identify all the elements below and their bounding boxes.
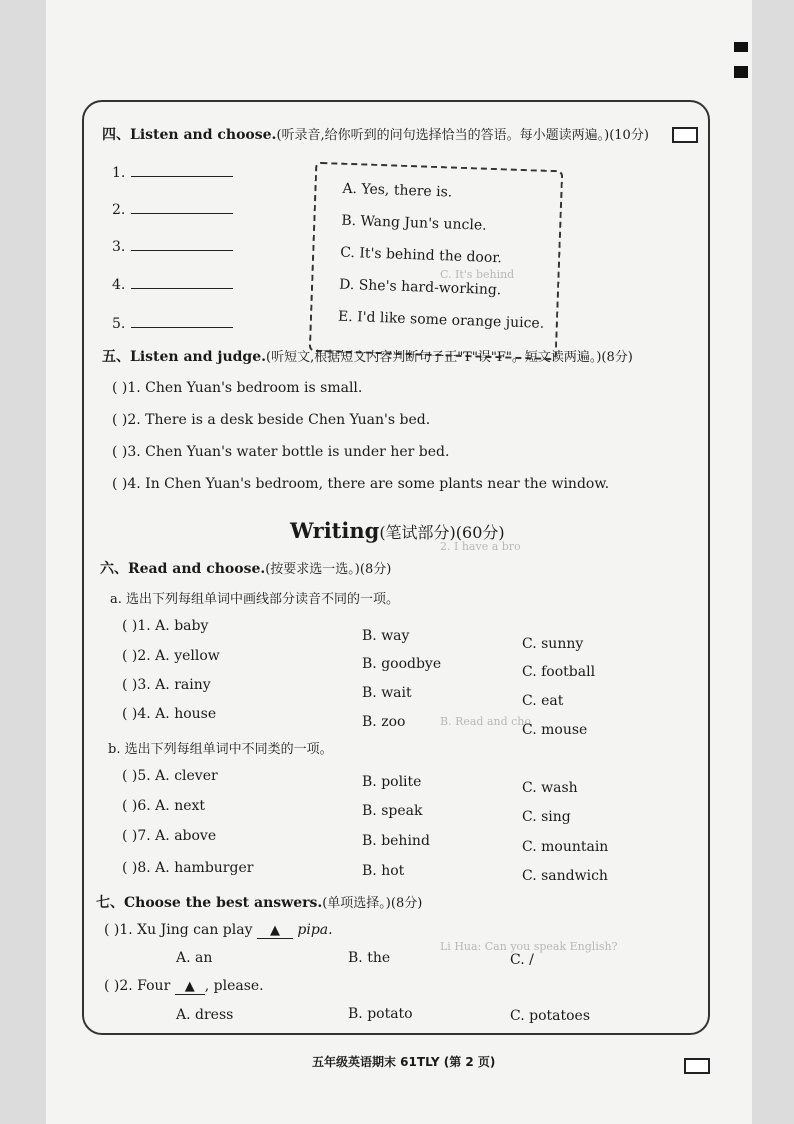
choice-option: B. hot [362, 863, 405, 879]
choice-question[interactable]: ( )1. A. baby [122, 618, 209, 634]
choice-question[interactable]: ( )6. A. next [122, 798, 206, 814]
option-c: C. It's behind the door. [339, 244, 503, 267]
answer-line[interactable] [131, 274, 233, 289]
section-5-instruction: (听短文,根据短文内容判断句子正"T"误"F"。短文读两遍。)(8分) [266, 350, 633, 365]
option-b: B. Wang Jun's uncle. [341, 212, 487, 234]
part-a-instruction: a. 选出下列每组单词中画线部分读音不同的一项。 [110, 592, 400, 607]
scan-mark [734, 42, 748, 52]
choice-question[interactable]: ( )5. A. clever [122, 768, 218, 784]
writing-heading [290, 518, 505, 543]
choice-option: B. way [362, 628, 410, 644]
question-number: 2. [112, 202, 126, 218]
section-6-title: 六、Read and choose. [100, 561, 266, 577]
question-text-end: pipa. [297, 922, 333, 938]
choice-question[interactable]: ( )7. A. above [122, 828, 217, 844]
choice-option: C. sing [522, 809, 571, 825]
bleed-through-text: Li Hua: Can you speak English? [440, 940, 618, 953]
answer-line[interactable] [131, 162, 233, 177]
answer-blank-row[interactable] [112, 162, 233, 181]
choice-option: B. speak [362, 803, 423, 819]
mc-option: B. potato [348, 1006, 413, 1022]
section-6-heading [100, 558, 391, 578]
score-box [672, 127, 698, 143]
options-box [309, 162, 563, 361]
option-a: A. Yes, there is. [342, 180, 453, 201]
page-footer: 五年级英语期末 61TLY (第 2 页) [312, 1055, 496, 1069]
mc-question-1[interactable] [104, 922, 333, 939]
judge-item[interactable]: ( )3. Chen Yuan's water bottle is under her bed. [112, 444, 450, 460]
question-number: 5. [112, 316, 126, 332]
option-e: E. I'd like some orange juice. [337, 308, 545, 332]
judge-item[interactable]: ( )2. There is a desk beside Chen Yuan's bed. [112, 412, 431, 428]
answer-blank-row[interactable] [112, 199, 233, 218]
part-b-instruction: b. 选出下列每组单词中不同类的一项。 [108, 742, 333, 757]
blank-triangle-marker: ▲ [175, 979, 205, 995]
choice-question[interactable]: ( )3. A. rainy [122, 677, 211, 693]
answer-blank-row[interactable] [112, 313, 233, 332]
answer-line[interactable] [131, 313, 233, 328]
section-4-title: 四、Listen and choose. [102, 127, 277, 143]
bleed-through-text: 2. I have a bro [440, 540, 521, 553]
question-text: ( )1. Xu Jing can play [104, 922, 253, 938]
writing-subtitle: (笔试部分)(60分) [379, 523, 505, 542]
section-5-title: 五、Listen and judge. [102, 349, 266, 365]
scan-mark [734, 66, 748, 78]
choice-question[interactable]: ( )4. A. house [122, 706, 217, 722]
answer-line[interactable] [131, 199, 233, 214]
mc-option: A. an [176, 950, 213, 966]
blank-triangle-marker: ▲ [257, 923, 293, 939]
choice-option: B. zoo [362, 714, 406, 730]
option-d: D. She's hard-working. [338, 276, 502, 299]
section-4-heading [102, 124, 649, 144]
writing-title: Writing [290, 518, 380, 543]
choice-option: C. football [522, 664, 596, 680]
choice-option: B. wait [362, 685, 412, 701]
mc-option: B. the [348, 950, 391, 966]
answer-line[interactable] [131, 236, 233, 251]
judge-item[interactable]: ( )1. Chen Yuan's bedroom is small. [112, 380, 363, 396]
answer-blank-row[interactable] [112, 236, 233, 255]
bleed-through-text: C. It's behind [440, 268, 515, 281]
question-text: ( )2. Four [104, 978, 171, 994]
choice-question[interactable]: ( )2. A. yellow [122, 648, 220, 664]
mc-question-2[interactable] [104, 978, 264, 995]
question-number: 4. [112, 277, 126, 293]
mc-option: A. dress [176, 1007, 234, 1023]
choice-option: B. polite [362, 774, 422, 790]
score-box [684, 1058, 710, 1074]
question-number: 3. [112, 239, 126, 255]
judge-item[interactable]: ( )4. In Chen Yuan's bedroom, there are some plants near the window. [112, 476, 610, 492]
section-6-instruction: (按要求选一选。)(8分) [265, 562, 392, 577]
choice-option: C. mountain [522, 839, 609, 855]
choice-option: C. sandwich [522, 868, 608, 884]
section-7-heading [96, 892, 422, 912]
question-number: 1. [112, 165, 126, 181]
choice-option: C. sunny [522, 636, 584, 652]
answer-blank-row[interactable] [112, 274, 233, 293]
choice-option: B. goodbye [362, 656, 442, 672]
section-4-instruction: (听录音,给你听到的问句选择恰当的答语。每小题读两遍。)(10分) [276, 128, 649, 143]
mc-option: C. potatoes [510, 1008, 591, 1024]
choice-option: C. wash [522, 780, 578, 796]
choice-option: B. behind [362, 833, 430, 849]
section-7-instruction: (单项选择。)(8分) [322, 896, 423, 911]
choice-option: C. eat [522, 693, 564, 709]
question-text-end: , please. [204, 978, 264, 994]
bleed-through-text: B. Read and cho [440, 715, 532, 728]
choice-question[interactable]: ( )8. A. hamburger [122, 860, 254, 876]
section-5-heading [102, 346, 633, 366]
mc-option: C. / [510, 952, 534, 968]
choice-option: C. mouse [522, 722, 588, 738]
section-7-title: 七、Choose the best answers. [96, 895, 323, 911]
